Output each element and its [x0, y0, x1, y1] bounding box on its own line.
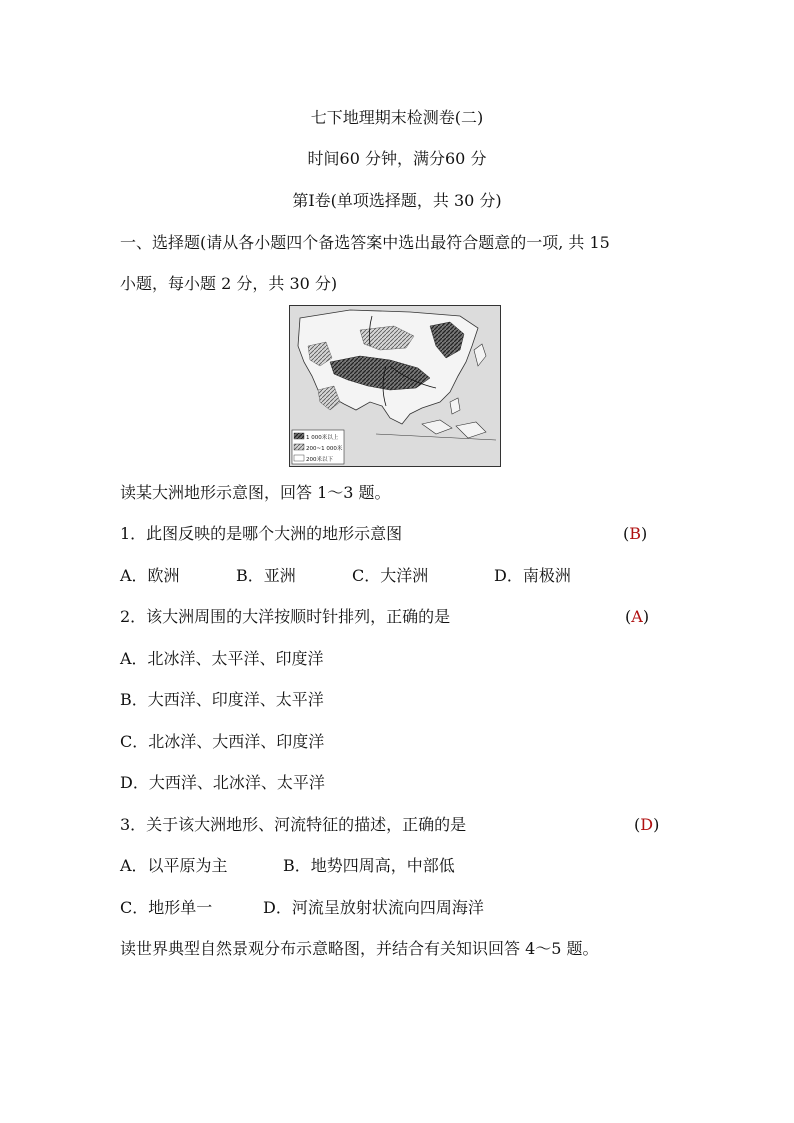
exam-time: 时间60 分钟，满分60 分: [307, 149, 487, 168]
question-1-option-c: C．大洋洲: [352, 566, 429, 585]
question-2-option-b: B．大西洋、印度洋、太平洋: [120, 690, 324, 709]
reading-prompt-2: 读世界典型自然景观分布示意略图，并结合有关知识回答 4～5 题。: [120, 939, 599, 958]
question-3-option-d: D．河流呈放射状流向四周海洋: [263, 898, 484, 917]
volume-heading: 第Ⅰ卷(单项选择题，共 30 分): [292, 191, 502, 210]
section-instructions: 一、选择题(请从各小题四个备选答案中选出最符合题意的一项, 共 15: [120, 233, 610, 252]
question-1-stem: 1．此图反映的是哪个大洲的地形示意图: [120, 524, 403, 543]
page-title: 七下地理期末检测卷(二): [310, 108, 484, 127]
asia-map-graphic: [290, 306, 500, 466]
legend-high: 1 000米以上: [306, 435, 339, 441]
question-1-option-d: D．南极洲: [494, 566, 571, 585]
question-2-option-c: C．北冰洋、大西洋、印度洋: [120, 732, 325, 751]
question-1-answer: (B): [623, 524, 648, 543]
question-3-option-b: B．地势四周高，中部低: [283, 856, 455, 875]
answer-letter: A: [631, 607, 643, 626]
reading-prompt-1: 读某大洲地形示意图，回答 1～3 题。: [120, 483, 391, 502]
answer-letter: B: [629, 524, 642, 543]
question-3-option-c: C．地形单一: [120, 898, 213, 917]
section-instructions-cont: 小题，每小题 2 分，共 30 分): [120, 274, 338, 293]
answer-letter: D: [640, 815, 654, 834]
question-2-answer: (A): [625, 607, 650, 626]
question-3-stem: 3．关于该大洲地形、河流特征的描述，正确的是: [120, 815, 467, 834]
question-1-option-a: A．欧洲: [120, 566, 180, 585]
question-2-option-d: D．大西洋、北冰洋、太平洋: [120, 773, 325, 792]
question-2-stem: 2．该大洲周围的大洋按顺时针排列，正确的是: [120, 607, 451, 626]
asia-topographic-map: [289, 305, 501, 467]
legend-mid: 200~1 000米: [306, 446, 343, 452]
question-3-answer: (D): [634, 815, 660, 834]
question-3-option-a: A．以平原为主: [120, 856, 228, 875]
legend-low: 200米以下: [306, 457, 333, 463]
question-2-option-a: A．北冰洋、太平洋、印度洋: [120, 649, 324, 668]
question-1-option-b: B．亚洲: [236, 566, 296, 585]
